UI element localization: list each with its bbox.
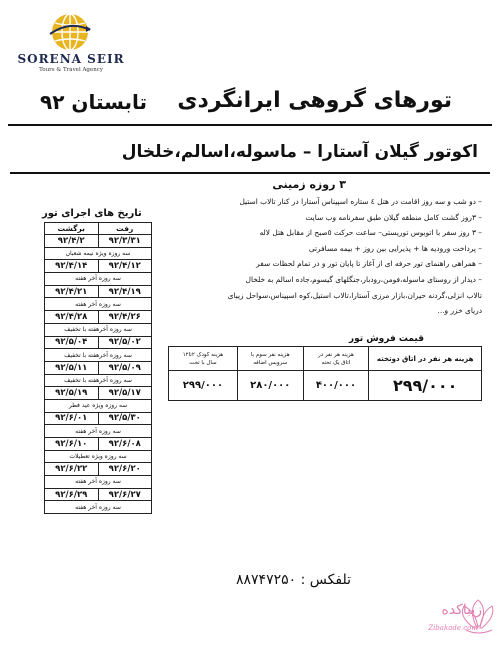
table-row: ۹۲/۶/۰۸ ۹۲/۶/۱۰ (45, 438, 152, 451)
globe-icon (48, 10, 92, 54)
table-row: ۹۲/۵/۱۷ ۹۲/۵/۱۹ (45, 387, 152, 400)
price-child: ۲۹۹/۰۰۰ (169, 371, 238, 401)
table-row: ۹۲/۳/۳۱ ۹۲/۴/۲ (45, 235, 152, 248)
header-divider (8, 124, 492, 126)
season-label: تابستان ۹۲ (40, 90, 148, 114)
brand-logo (12, 6, 130, 78)
price-header-double: هزینه هر نفر در اتاق دوتخته (369, 347, 482, 371)
feature-item: – پرداخت ورودیه ها + پذیرایی بین روز + بیمه مسافرتی (308, 243, 482, 253)
table-row: سه روزه آخر هفته (45, 273, 152, 286)
table-row: ۹۲/۴/۲۶ ۹۲/۴/۲۸ (45, 311, 152, 324)
feature-item: – دیدار از روستای ماسوله،فومن،رودبار،جنگلهای گیسوم،جاده اسالم به خلخال (245, 274, 482, 284)
table-row: ۹۲/۵/۳۰ ۹۲/۶/۰۱ (45, 412, 152, 425)
table-row: سه روزه آخرهفته با تخفیف (45, 323, 152, 336)
table-row: ۹۲/۶/۲۰ ۹۲/۶/۲۲ (45, 463, 152, 476)
table-row: ۹۲/۶/۲۷ ۹۲/۶/۲۹ (45, 488, 152, 501)
feature-item: دریای خزر و... (437, 306, 482, 316)
price-extra: ۲۸۰/۰۰۰ (237, 371, 303, 401)
table-row: سه روزه آخر هفته (45, 501, 152, 514)
phone-number: ۸۸۷۴۷۲۵۰ (236, 572, 297, 588)
phone-label: تلفکس : (300, 572, 351, 588)
table-row: سه روزه آخرهفته با تخفیف (45, 374, 152, 387)
price-double: ۲۹۹/۰۰۰ (369, 371, 482, 401)
tour-title: اکوتور گیلان آستارا – ماسوله،اسالم،خلخال (121, 142, 478, 162)
tour-features (164, 194, 482, 319)
price-table (168, 346, 482, 401)
schedule-header-return: برگشت (45, 223, 99, 235)
feature-item: – ۳روز گشت کامل منطقه گیلان طبق سفرنامه وب سایت (305, 212, 482, 222)
contact-phone (236, 572, 351, 588)
page-title: تورهای گروهی ایرانگردی (177, 88, 452, 113)
table-row: سه روزه آخر هفته (45, 298, 152, 311)
table-row: سه روزه ویژه عید فطر (45, 399, 152, 412)
table-row: سه روزه آخرهفته با تخفیف (45, 349, 152, 362)
tour-duration: ۳ روزه زمینی (272, 178, 346, 191)
feature-item: – دو شب و سه روز اقامت در هتل ٤ ستاره اسپیناس آستارا در کنار تالاب استیل (239, 197, 482, 206)
price-header-single: هزینه هر نفر در اتاق یک تخته (303, 347, 369, 371)
table-row: ۹۲/۵/۰۹ ۹۲/۵/۱۱ (45, 361, 152, 374)
table-row: ۹۲/۴/۱۹ ۹۲/۴/۲۱ (45, 285, 152, 298)
schedule-table (44, 222, 152, 514)
title-divider (10, 172, 490, 174)
table-row: سه روزه آخر هفته (45, 425, 152, 438)
price-header-extra: هزینه نفر سوم با سرویس اضافه (237, 347, 303, 371)
watermark-sub: Zibakade.com (428, 624, 478, 632)
feature-item: تالاب انزلی،گردنه حیران،بازار مرزی آستارا،تالاب استیل،کوه اسپیناس،سواحل زیبای (227, 290, 482, 300)
table-row: ۹۲/۵/۰۲ ۹۲/۵/۰۴ (45, 336, 152, 349)
table-row: سه روزه ویژه تعطیلات (45, 450, 152, 463)
brand-name: SORENA SEIR (17, 52, 125, 66)
watermark-text: زیباکده (441, 602, 482, 618)
price-single: ۴۰۰/۰۰۰ (303, 371, 369, 401)
schedule-header-depart: رفت (98, 223, 151, 235)
price-header-child: هزینه کودک ۲تا۱۲ سال با تخت (169, 347, 238, 371)
table-row: سه روزه ویژه نیمه شعبان (45, 247, 152, 260)
table-row: سه روزه آخر هفته (45, 476, 152, 489)
price-title: قیمت فروش تور (348, 334, 424, 344)
feature-item: – همراهی راهنمای تور حرفه ای از آغاز تا پایان تور و در تمام لحظات سفر (256, 259, 482, 269)
brand-tagline: Tours & Travel Agency (39, 67, 103, 73)
schedule-title: تاریخ های اجرای تور (42, 208, 142, 219)
feature-item: – ۳ روز سفر با اتوبوس توریستی– ساعت حرکت ٥صبح از مقابل هتل لاله (259, 228, 482, 238)
table-row: ۹۲/۴/۱۲ ۹۲/۴/۱۴ (45, 260, 152, 273)
